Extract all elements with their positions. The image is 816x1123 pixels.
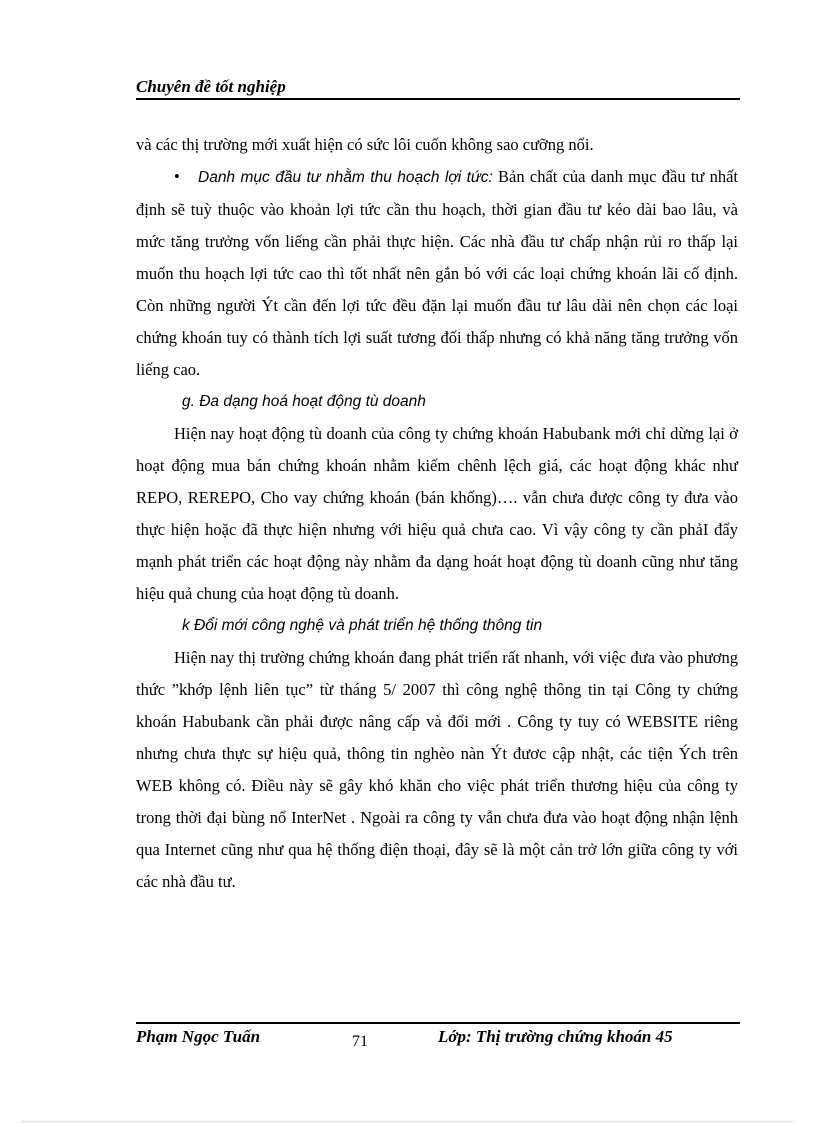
bullet-lead-text: Danh mục đầu tư nhằm thu hoạch lợi tức:: [198, 169, 493, 186]
bullet-body-text: Bản chất của danh mục đầu tư nhất định sẽ tuỳ thuộc vào khoản lợi tức cần thu hoạch, thời gian đầu tư kéo dài bao lâu, và mức tăng trưởng vốn liếng cần phải thực hiện. Các nhà đầu tư chấp nhận rủi ro thấp lại muốn thu hoạch lợi tức cao thì tốt nhất nên gắn bó với các loại chứng khoán lãi cố định. Còn những người Ýt cần đến lợi tức đều đặn lại muốn đầu tư lâu dài nên chọn các loại chứng khoán tuy có thành tích lợi suất tương đối thấp nhưng có khả năng tăng trưởng vốn liếng cao.: [136, 167, 739, 379]
header-rule: [136, 98, 740, 100]
section-heading-k: k Đổi mới công nghệ và phát triển hệ thống thông tin: [182, 617, 543, 634]
footer-author: Phạm Ngọc Tuấn: [136, 1027, 261, 1046]
page-header-title: Chuyên đề tốt nghiệp: [136, 77, 286, 96]
paragraph-g: Hiện nay hoạt động tù doanh của công ty chứng khoán Habubank mới chỉ dừng lại ở hoạt động mua bán chứng khoán nhằm kiếm chênh lệch giá, các hoạt động khác như REPO, REREPO, Cho vay chứng khoán (bán khống)…. vẫn chưa được công ty đưa vào thực hiện hoặc đã thực hiện nhưng với hiệu quả chưa cao. Vì vậy công ty cần phảI đẩy mạnh phát triển các hoạt động này nhằm đa dạng hoát hoạt động tù doanh cũng như tăng hiệu quả chung của hoạt động tù doanh.: [136, 424, 738, 603]
paragraph-intro: và các thị trường mới xuất hiện có sức lôi cuốn không sao cưỡng nổi.: [136, 135, 594, 154]
paragraph-k: Hiện nay thị trường chứng khoán đang phát triển rất nhanh, với việc đưa vào phương thức ”khớp lệnh liên tục” từ tháng 5/ 2007 thì công nghệ thông tin tại Công ty chứng khoán Habubank cần phải được nâng cấp và đổi mới . Công ty tuy có WEBSITE riêng nhưng chưa thực sự hiệu quả, thông tin nghèo nàn Ýt đươc cập nhật, các tiện Ých trên WEB không có. Điều này sẽ gây khó khăn cho việc phát triển thương hiệu của công ty trong thời đại bùng nổ InterNet . Ngoài ra công ty vẫn chưa đưa vào hoạt động nhận lệnh qua Internet cũng như qua hệ thống điện thoại, đây sẽ là một cản trở lớn giữa công ty với các nhà đầu tư.: [136, 648, 738, 891]
bullet-paragraph: [136, 161, 738, 386]
section-heading-g: g. Đa dạng hoá hoạt động tù doanh: [182, 393, 426, 410]
footer-rule: [136, 1022, 740, 1024]
bullet-dot-icon: •: [174, 167, 180, 186]
document-body: [136, 129, 738, 898]
page-edge-divider: [22, 1121, 794, 1122]
footer-class: Lớp: Thị trường chứng khoán 45: [438, 1027, 673, 1046]
page-number: 71: [352, 1033, 368, 1050]
